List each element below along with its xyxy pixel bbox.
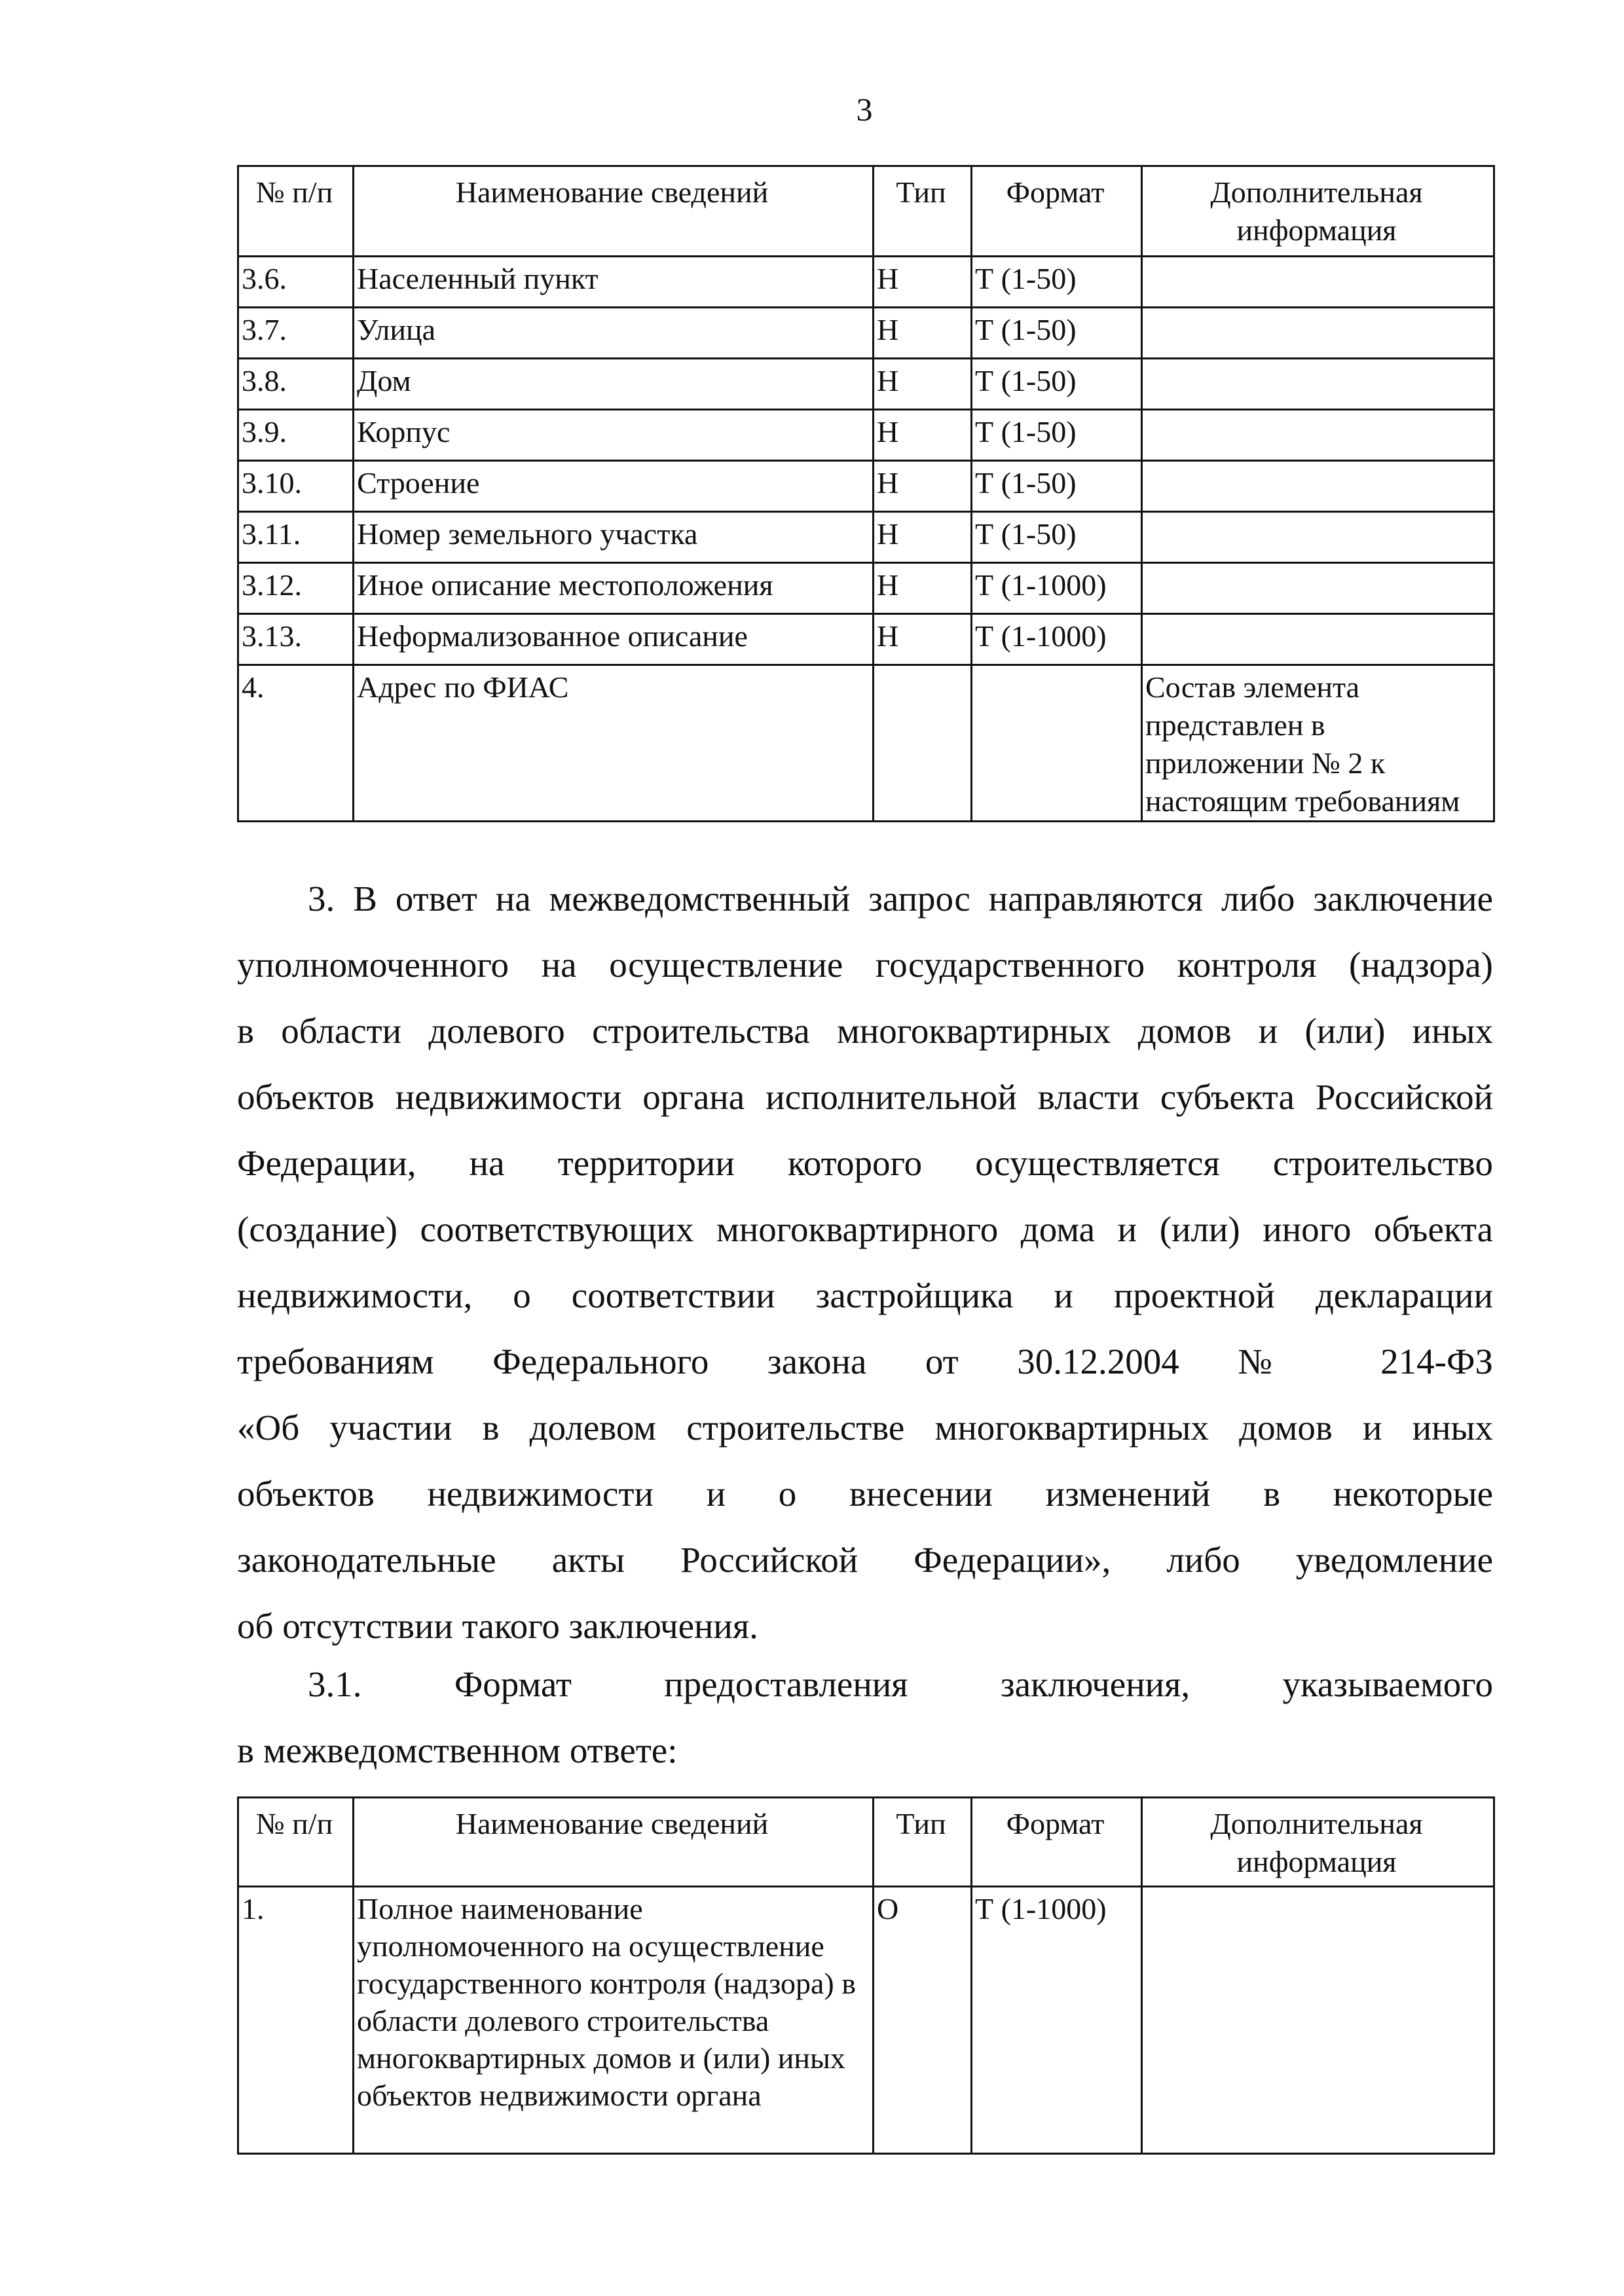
cell-info (1142, 563, 1494, 614)
table-row (238, 359, 1494, 410)
column-header-number: № п/п (238, 166, 354, 257)
paragraph-line: «Об участии в долевом строительстве многоквартирных домов и иных (237, 1408, 1493, 1448)
cell-type: Н (874, 359, 972, 410)
cell-number: 3.13. (238, 614, 354, 665)
table-row (238, 308, 1494, 359)
table-row (238, 563, 1494, 614)
table-row (238, 1887, 1494, 2154)
table-header-row (238, 166, 1494, 257)
paragraph-line: недвижимости, о соответствии застройщика и проектной декларации (237, 1275, 1493, 1315)
cell-info (1142, 512, 1494, 563)
cell-format: Т (1-1000) (972, 1887, 1142, 2154)
cell-name: Номер земельного участка (354, 512, 874, 563)
column-header-type: Тип (874, 166, 972, 257)
cell-format: Т (1-50) (972, 308, 1142, 359)
paragraph-3-1 (237, 1651, 1493, 1783)
cell-info (1142, 1887, 1494, 2154)
data-format-table-conclusion (237, 1796, 1495, 2155)
cell-format: Т (1-50) (972, 512, 1142, 563)
cell-name: Улица (354, 308, 874, 359)
table-row (238, 461, 1494, 512)
cell-type: Н (874, 614, 972, 665)
cell-info (1142, 257, 1494, 308)
cell-info (1142, 359, 1494, 410)
cell-type: О (874, 1887, 972, 2154)
cell-format (972, 665, 1142, 822)
table-row (238, 410, 1494, 461)
cell-number: 3.11. (238, 512, 354, 563)
paragraph-line: законодательные акты Российской Федерации», либо уведомление (237, 1540, 1493, 1580)
cell-type (874, 665, 972, 822)
cell-name: Дом (354, 359, 874, 410)
paragraph-line: Федерации, на территории которого осуществляется строительство (237, 1143, 1493, 1183)
column-header-name: Наименование сведений (354, 166, 874, 257)
cell-type: Н (874, 461, 972, 512)
table-row (238, 512, 1494, 563)
cell-type: Н (874, 512, 972, 563)
paragraph-line: уполномоченного на осуществление государственного контроля (надзора) (237, 945, 1493, 985)
paragraph-line: 3.1. Формат предоставления заключения, указываемого (308, 1664, 1493, 1704)
cell-type: Н (874, 257, 972, 308)
cell-type: Н (874, 410, 972, 461)
paragraph-3 (237, 866, 1493, 1659)
cell-type: Н (874, 563, 972, 614)
cell-info (1142, 410, 1494, 461)
cell-number: 3.8. (238, 359, 354, 410)
cell-name: Корпус (354, 410, 874, 461)
paragraph-line: объектов недвижимости органа исполнительной власти субъекта Российской (237, 1077, 1493, 1117)
cell-info: Состав элемента представлен в приложении № 2 к настоящим требованиям (1142, 665, 1494, 822)
cell-number: 3.12. (238, 563, 354, 614)
table-row (238, 257, 1494, 308)
cell-format: Т (1-50) (972, 257, 1142, 308)
column-header-format: Формат (972, 166, 1142, 257)
cell-name: Иное описание местоположения (354, 563, 874, 614)
column-header-type: Тип (874, 1798, 972, 1887)
cell-name: Адрес по ФИАС (354, 665, 874, 822)
cell-info (1142, 308, 1494, 359)
data-format-table-address (237, 165, 1495, 822)
paragraph-line: требованиям Федерального закона от 30.12.2004 № 214-ФЗ (237, 1341, 1493, 1381)
cell-name: Населенный пункт (354, 257, 874, 308)
column-header-number: № п/п (238, 1798, 354, 1887)
cell-number: 3.10. (238, 461, 354, 512)
page-number: 3 (856, 91, 873, 128)
column-header-info: Дополнительная информация (1142, 1798, 1494, 1887)
paragraph-line: объектов недвижимости и о внесении изменений в некоторые (237, 1474, 1493, 1514)
cell-format: Т (1-1000) (972, 614, 1142, 665)
cell-format: Т (1-1000) (972, 563, 1142, 614)
column-header-name: Наименование сведений (354, 1798, 874, 1887)
cell-info (1142, 614, 1494, 665)
paragraph-line: (создание) соответствующих многоквартирного дома и (или) иного объекта (237, 1209, 1493, 1249)
cell-number: 1. (238, 1887, 354, 2154)
cell-name: Строение (354, 461, 874, 512)
paragraph-line: об отсутствии такого заключения. (237, 1606, 758, 1646)
cell-number: 3.7. (238, 308, 354, 359)
cell-info (1142, 461, 1494, 512)
table-row (238, 665, 1494, 822)
paragraph-line: в области долевого строительства многоквартирных домов и (или) иных (237, 1011, 1493, 1051)
cell-name: Неформализованное описание (354, 614, 874, 665)
cell-type: Н (874, 308, 972, 359)
cell-format: Т (1-50) (972, 461, 1142, 512)
cell-format: Т (1-50) (972, 410, 1142, 461)
cell-number: 3.9. (238, 410, 354, 461)
paragraph-line: в межведомственном ответе: (237, 1730, 678, 1770)
cell-name: Полное наименование уполномоченного на осуществление государственного контроля (надзора) в области долевого строительства многоквартирных домов и (или) иных объектов недвижимости органа (354, 1887, 874, 2154)
table-header-row (238, 1798, 1494, 1887)
column-header-info: Дополнительная информация (1142, 166, 1494, 257)
paragraph-line: 3. В ответ на межведомственный запрос направляются либо заключение (308, 879, 1493, 919)
cell-number: 3.6. (238, 257, 354, 308)
cell-number: 4. (238, 665, 354, 822)
table-row (238, 614, 1494, 665)
column-header-format: Формат (972, 1798, 1142, 1887)
cell-format: Т (1-50) (972, 359, 1142, 410)
